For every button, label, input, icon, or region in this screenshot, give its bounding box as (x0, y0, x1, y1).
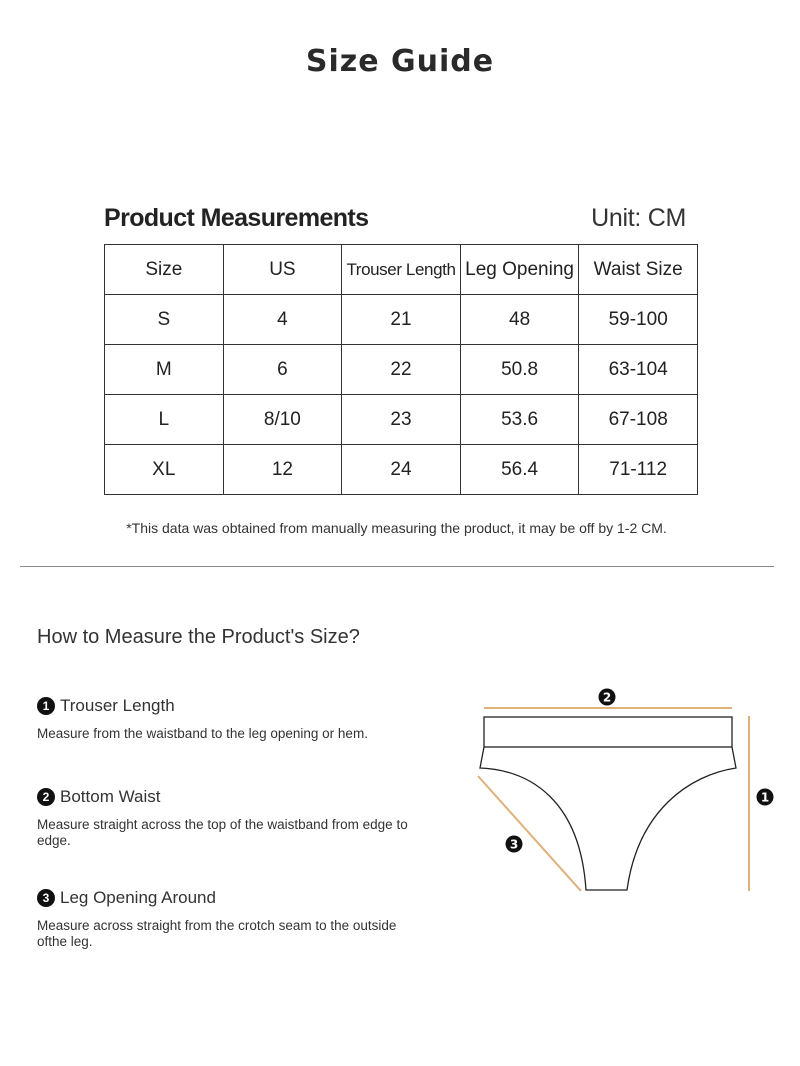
svg-text:2: 2 (602, 690, 612, 705)
table-cell: XL (105, 445, 224, 495)
header-cell-trouser-length: Trouser Length (342, 245, 461, 295)
table-header-row (105, 245, 698, 295)
table-cell: 21 (342, 295, 461, 345)
header-cell-waist-size: Waist Size (579, 245, 698, 295)
table-row (105, 295, 698, 345)
section-title: Product Measurements (104, 204, 369, 232)
table-cell: 12 (223, 445, 342, 495)
table-cell: 63-104 (579, 345, 698, 395)
underwear-diagram-svg (470, 680, 790, 910)
step-description: Measure straight across the top of the waistband from edge to edge. (37, 817, 408, 848)
section-divider (20, 566, 774, 567)
step-heading (37, 696, 437, 716)
garment-body-outline (480, 747, 736, 890)
table-cell: 8/10 (223, 395, 342, 445)
header-cell-us: US (223, 245, 342, 295)
table-cell: 50.8 (460, 345, 579, 395)
table-cell: L (105, 395, 224, 445)
table-cell: 23 (342, 395, 461, 445)
table-cell: 22 (342, 345, 461, 395)
marker-one-icon (757, 789, 774, 806)
step-trouser-length (37, 696, 437, 742)
measurement-note: *This data was obtained from manually measuring the product, it may be off by 1-2 CM. (126, 520, 667, 536)
table-cell: 24 (342, 445, 461, 495)
table-cell: M (105, 345, 224, 395)
table-row (105, 445, 698, 495)
size-table (104, 244, 698, 495)
leg-guide-line (478, 776, 581, 891)
step-leg-opening (37, 888, 437, 950)
step-heading (37, 888, 437, 908)
table-cell: 53.6 (460, 395, 579, 445)
step-description: Measure from the waistband to the leg opening or hem. (37, 726, 368, 741)
table-cell: 59-100 (579, 295, 698, 345)
step-title: Leg Opening Around (60, 888, 216, 907)
number-three-icon: 3 (37, 889, 55, 907)
table-cell: S (105, 295, 224, 345)
page-title: Size Guide (305, 44, 495, 79)
svg-text:3: 3 (509, 837, 519, 852)
step-title: Trouser Length (60, 696, 175, 715)
number-two-icon: 2 (37, 788, 55, 806)
step-title: Bottom Waist (60, 787, 161, 806)
measurements-header (104, 204, 698, 238)
svg-text:1: 1 (760, 790, 770, 805)
table-cell: 6 (223, 345, 342, 395)
how-to-title: How to Measure the Product's Size? (37, 626, 360, 648)
table-cell: 4 (223, 295, 342, 345)
table-cell: 56.4 (460, 445, 579, 495)
waistband-outline (484, 717, 732, 747)
step-heading (37, 787, 437, 807)
table-row (105, 345, 698, 395)
table-cell: 48 (460, 295, 579, 345)
step-description: Measure across straight from the crotch seam to the outside ofthe leg. (37, 918, 397, 949)
table-cell: 67-108 (579, 395, 698, 445)
table-row (105, 395, 698, 445)
step-bottom-waist (37, 787, 437, 849)
header-cell-size: Size (105, 245, 224, 295)
marker-three-icon (506, 836, 523, 853)
measurement-diagram (470, 680, 790, 910)
table-cell: 71-112 (579, 445, 698, 495)
marker-two-icon (599, 689, 616, 706)
header-cell-leg-opening: Leg Opening (460, 245, 579, 295)
number-one-icon: 1 (37, 697, 55, 715)
unit-label: Unit: CM (591, 204, 686, 232)
